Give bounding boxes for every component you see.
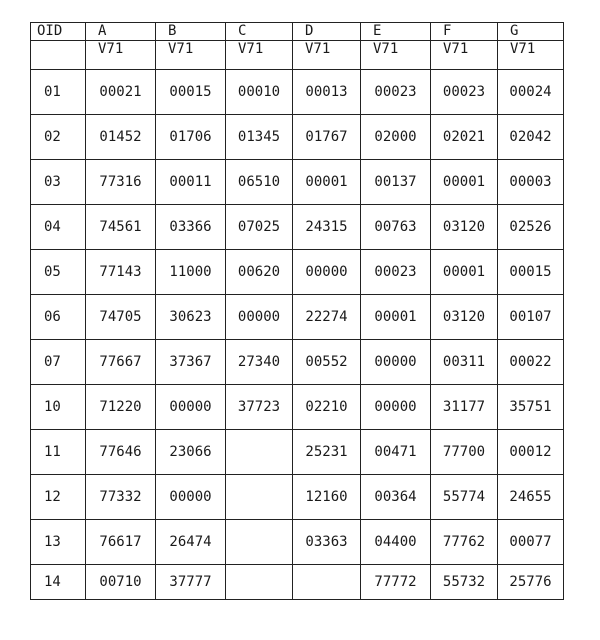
table-cell: 00077 (498, 520, 564, 565)
table-cell: 00003 (498, 160, 564, 205)
table-cell: 00311 (431, 340, 498, 385)
table-cell: 01706 (156, 115, 226, 160)
header-col-c: C (226, 23, 293, 41)
subheader-oid (31, 41, 86, 70)
table-row (31, 565, 564, 600)
table-cell: 02526 (498, 205, 564, 250)
table-cell: 01452 (86, 115, 156, 160)
table-cell: 00015 (498, 250, 564, 295)
table-cell: 77316 (86, 160, 156, 205)
table-cell: 37777 (156, 565, 226, 600)
table-cell: 00013 (293, 70, 361, 115)
table-cell: 00001 (293, 160, 361, 205)
table-cell: 74561 (86, 205, 156, 250)
table-cell: 02021 (431, 115, 498, 160)
table-cell: 26474 (156, 520, 226, 565)
table-cell: 77762 (431, 520, 498, 565)
table-cell (293, 565, 361, 600)
row-oid-cell: 02 (31, 115, 86, 160)
table-cell: 01345 (226, 115, 293, 160)
table-cell: 35751 (498, 385, 564, 430)
row-oid-cell: 06 (31, 295, 86, 340)
table-cell: 02042 (498, 115, 564, 160)
subheader-cell: V71 (226, 41, 293, 70)
subheader-cell: V71 (361, 41, 431, 70)
table-cell: 00011 (156, 160, 226, 205)
header-col-a: A (86, 23, 156, 41)
data-table (30, 22, 564, 600)
subheader-cell: V71 (431, 41, 498, 70)
table-cell: 00000 (156, 385, 226, 430)
table-cell: 74705 (86, 295, 156, 340)
table-cell: 00364 (361, 475, 431, 520)
table-cell: 00000 (293, 250, 361, 295)
table-cell: 23066 (156, 430, 226, 475)
table-cell: 03120 (431, 295, 498, 340)
table-cell: 02210 (293, 385, 361, 430)
table-cell (226, 565, 293, 600)
table-row (31, 430, 564, 475)
table-cell: 77646 (86, 430, 156, 475)
header-col-d: D (293, 23, 361, 41)
table-cell: 00137 (361, 160, 431, 205)
table-cell: 77700 (431, 430, 498, 475)
table-cell: 00023 (431, 70, 498, 115)
table-cell: 25231 (293, 430, 361, 475)
octal-data-table (30, 22, 563, 600)
table-cell: 00710 (86, 565, 156, 600)
table-cell: 00023 (361, 250, 431, 295)
table-cell: 03366 (156, 205, 226, 250)
table-cell: 02000 (361, 115, 431, 160)
header-col-b: B (156, 23, 226, 41)
table-cell: 00001 (431, 160, 498, 205)
table-row (31, 295, 564, 340)
table-cell: 77772 (361, 565, 431, 600)
subheader-cell: V71 (293, 41, 361, 70)
row-oid-cell: 05 (31, 250, 86, 295)
table-cell (226, 520, 293, 565)
table-cell: 31177 (431, 385, 498, 430)
subheader-row (31, 41, 564, 70)
table-row (31, 250, 564, 295)
table-row (31, 205, 564, 250)
table-cell: 27340 (226, 340, 293, 385)
table-cell: 06510 (226, 160, 293, 205)
table-row (31, 70, 564, 115)
table-cell: 00000 (156, 475, 226, 520)
column-header-row (31, 23, 564, 41)
header-col-g: G (498, 23, 564, 41)
table-cell: 04400 (361, 520, 431, 565)
table-row (31, 520, 564, 565)
table-cell: 55732 (431, 565, 498, 600)
table-cell: 00471 (361, 430, 431, 475)
row-oid-cell: 07 (31, 340, 86, 385)
header-col-f: F (431, 23, 498, 41)
table-cell (226, 430, 293, 475)
table-cell: 00000 (361, 385, 431, 430)
table-cell: 00015 (156, 70, 226, 115)
row-oid-cell: 10 (31, 385, 86, 430)
table-cell: 37367 (156, 340, 226, 385)
table-cell: 00000 (226, 295, 293, 340)
table-row (31, 475, 564, 520)
table-cell: 71220 (86, 385, 156, 430)
row-oid-cell: 01 (31, 70, 86, 115)
table-cell: 77143 (86, 250, 156, 295)
header-col-e: E (361, 23, 431, 41)
subheader-cell: V71 (498, 41, 564, 70)
table-cell: 11000 (156, 250, 226, 295)
table-cell: 25776 (498, 565, 564, 600)
row-oid-cell: 11 (31, 430, 86, 475)
table-cell: 00620 (226, 250, 293, 295)
table-cell: 00010 (226, 70, 293, 115)
table-cell: 00021 (86, 70, 156, 115)
table-cell: 77667 (86, 340, 156, 385)
table-cell: 30623 (156, 295, 226, 340)
table-cell: 07025 (226, 205, 293, 250)
header-oid: OID (31, 23, 86, 41)
table-row (31, 385, 564, 430)
table-cell: 00022 (498, 340, 564, 385)
table-cell: 03363 (293, 520, 361, 565)
row-oid-cell: 12 (31, 475, 86, 520)
table-cell: 00001 (431, 250, 498, 295)
table-cell: 24655 (498, 475, 564, 520)
table-cell: 00023 (361, 70, 431, 115)
subheader-cell: V71 (86, 41, 156, 70)
table-cell: 03120 (431, 205, 498, 250)
table-row (31, 115, 564, 160)
table-cell: 01767 (293, 115, 361, 160)
table-cell: 00763 (361, 205, 431, 250)
table-cell: 00001 (361, 295, 431, 340)
table-cell: 00012 (498, 430, 564, 475)
row-oid-cell: 13 (31, 520, 86, 565)
row-oid-cell: 03 (31, 160, 86, 205)
table-row (31, 160, 564, 205)
table-cell: 55774 (431, 475, 498, 520)
table-cell: 76617 (86, 520, 156, 565)
table-cell: 00552 (293, 340, 361, 385)
table-cell: 37723 (226, 385, 293, 430)
table-cell: 00000 (361, 340, 431, 385)
table-row (31, 340, 564, 385)
table-cell: 77332 (86, 475, 156, 520)
row-oid-cell: 04 (31, 205, 86, 250)
subheader-cell: V71 (156, 41, 226, 70)
table-cell: 22274 (293, 295, 361, 340)
table-cell: 24315 (293, 205, 361, 250)
table-cell: 00024 (498, 70, 564, 115)
table-cell: 00107 (498, 295, 564, 340)
table-cell: 12160 (293, 475, 361, 520)
row-oid-cell: 14 (31, 565, 86, 600)
table-cell (226, 475, 293, 520)
